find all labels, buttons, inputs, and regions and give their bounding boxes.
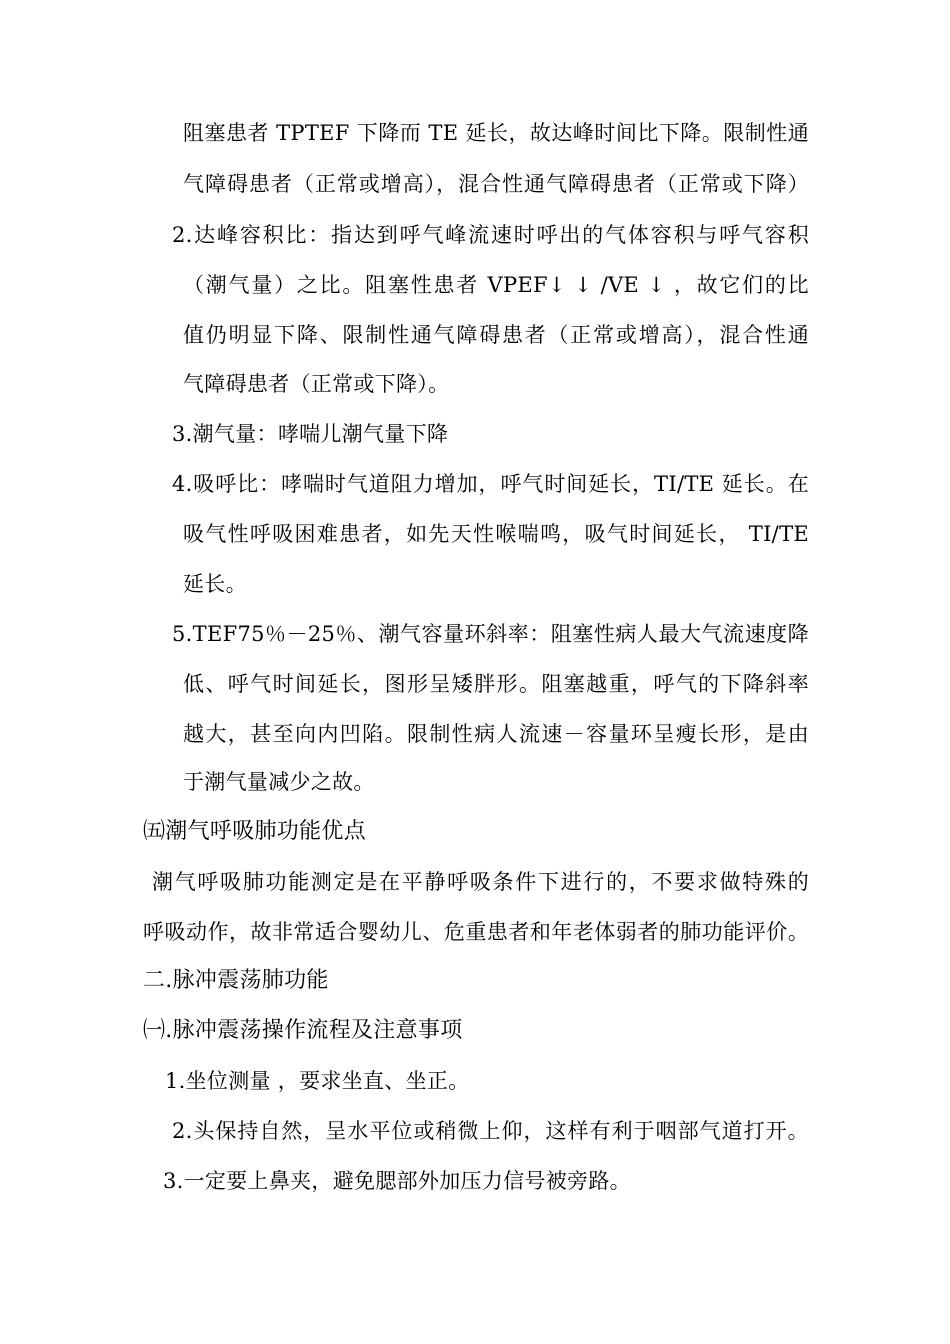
paragraph-line: [183, 119, 809, 147]
line-text: 低、呼气时间延长，图形呈矮胖形。阻塞越重，呼气的下降斜率: [183, 672, 809, 696]
list-item-line: 1.坐位测量 ，要求坐直、坐正。: [165, 1069, 470, 1093]
paragraph-line: [183, 720, 809, 748]
list-item-line: [172, 620, 809, 648]
list-item-line: [172, 470, 809, 498]
line-text: 2.达峰容积比：指达到呼气峰流速时呼出的气体容积与呼气容积: [172, 223, 809, 247]
paragraph-line: [183, 520, 809, 548]
chapter-heading: 二.脉冲震荡肺功能: [143, 968, 329, 993]
paragraph-line: 延长。: [183, 572, 247, 596]
line-text: 潮气呼吸肺功能测定是在平静呼吸条件下进行的，不要求做特殊的: [152, 870, 809, 894]
section-heading: ㈠.脉冲震荡操作流程及注意事项: [143, 1018, 463, 1043]
line-text: 2.头保持自然，呈水平位或稍微上仰，这样有利于咽部气道打开。: [172, 1119, 809, 1143]
line-text: 呼吸动作，故非常适合婴幼儿、危重患者和年老体弱者的肺功能评价。: [143, 920, 809, 944]
paragraph-line: [183, 271, 809, 299]
paragraph-line: [152, 868, 809, 896]
list-item-line: 3.潮气量：哮喘儿潮气量下降: [172, 422, 449, 446]
list-item-line: 3.一定要上鼻夹，避免腮部外加压力信号被旁路。: [163, 1169, 631, 1193]
paragraph-line: 于潮气量减少之故。: [183, 770, 375, 794]
paragraph-line: 气障碍患者（正常或下降）。: [183, 372, 450, 396]
paragraph-line: [183, 170, 809, 198]
section-heading: ㈤潮气呼吸肺功能优点: [143, 819, 367, 844]
line-text: 阻塞患者 TPTEF 下降而 TE 延长，故达峰时间比下降。限制性通: [183, 121, 809, 145]
line-text: 4.吸呼比：哮喘时气道阻力增加，呼气时间延长，TI/TE 延长。在: [172, 472, 809, 496]
paragraph-line: [183, 321, 809, 349]
line-text: 吸气性呼吸困难患者，如先天性喉喘鸣，吸气时间延长， TI/TE: [183, 522, 809, 546]
line-text: （潮气量）之比。阻塞性患者 VPEF↓ ↓ /VE ↓ ，故它们的比: [183, 273, 809, 297]
paragraph-line: [143, 918, 809, 946]
line-text: 5.TEF75％－25％、潮气容量环斜率：阻塞性病人最大气流速度降: [172, 622, 809, 646]
line-text: 越大，甚至向内凹陷。限制性病人流速－容量环呈瘦长形，是由: [183, 722, 809, 746]
paragraph-line: [183, 670, 809, 698]
line-text: 气障碍患者（正常或增高），混合性通气障碍患者（正常或下降）: [183, 172, 809, 196]
list-item-line: [172, 221, 809, 249]
line-text: 值仍明显下降、限制性通气障碍患者（正常或增高），混合性通: [183, 323, 809, 347]
list-item-line: [172, 1117, 809, 1145]
